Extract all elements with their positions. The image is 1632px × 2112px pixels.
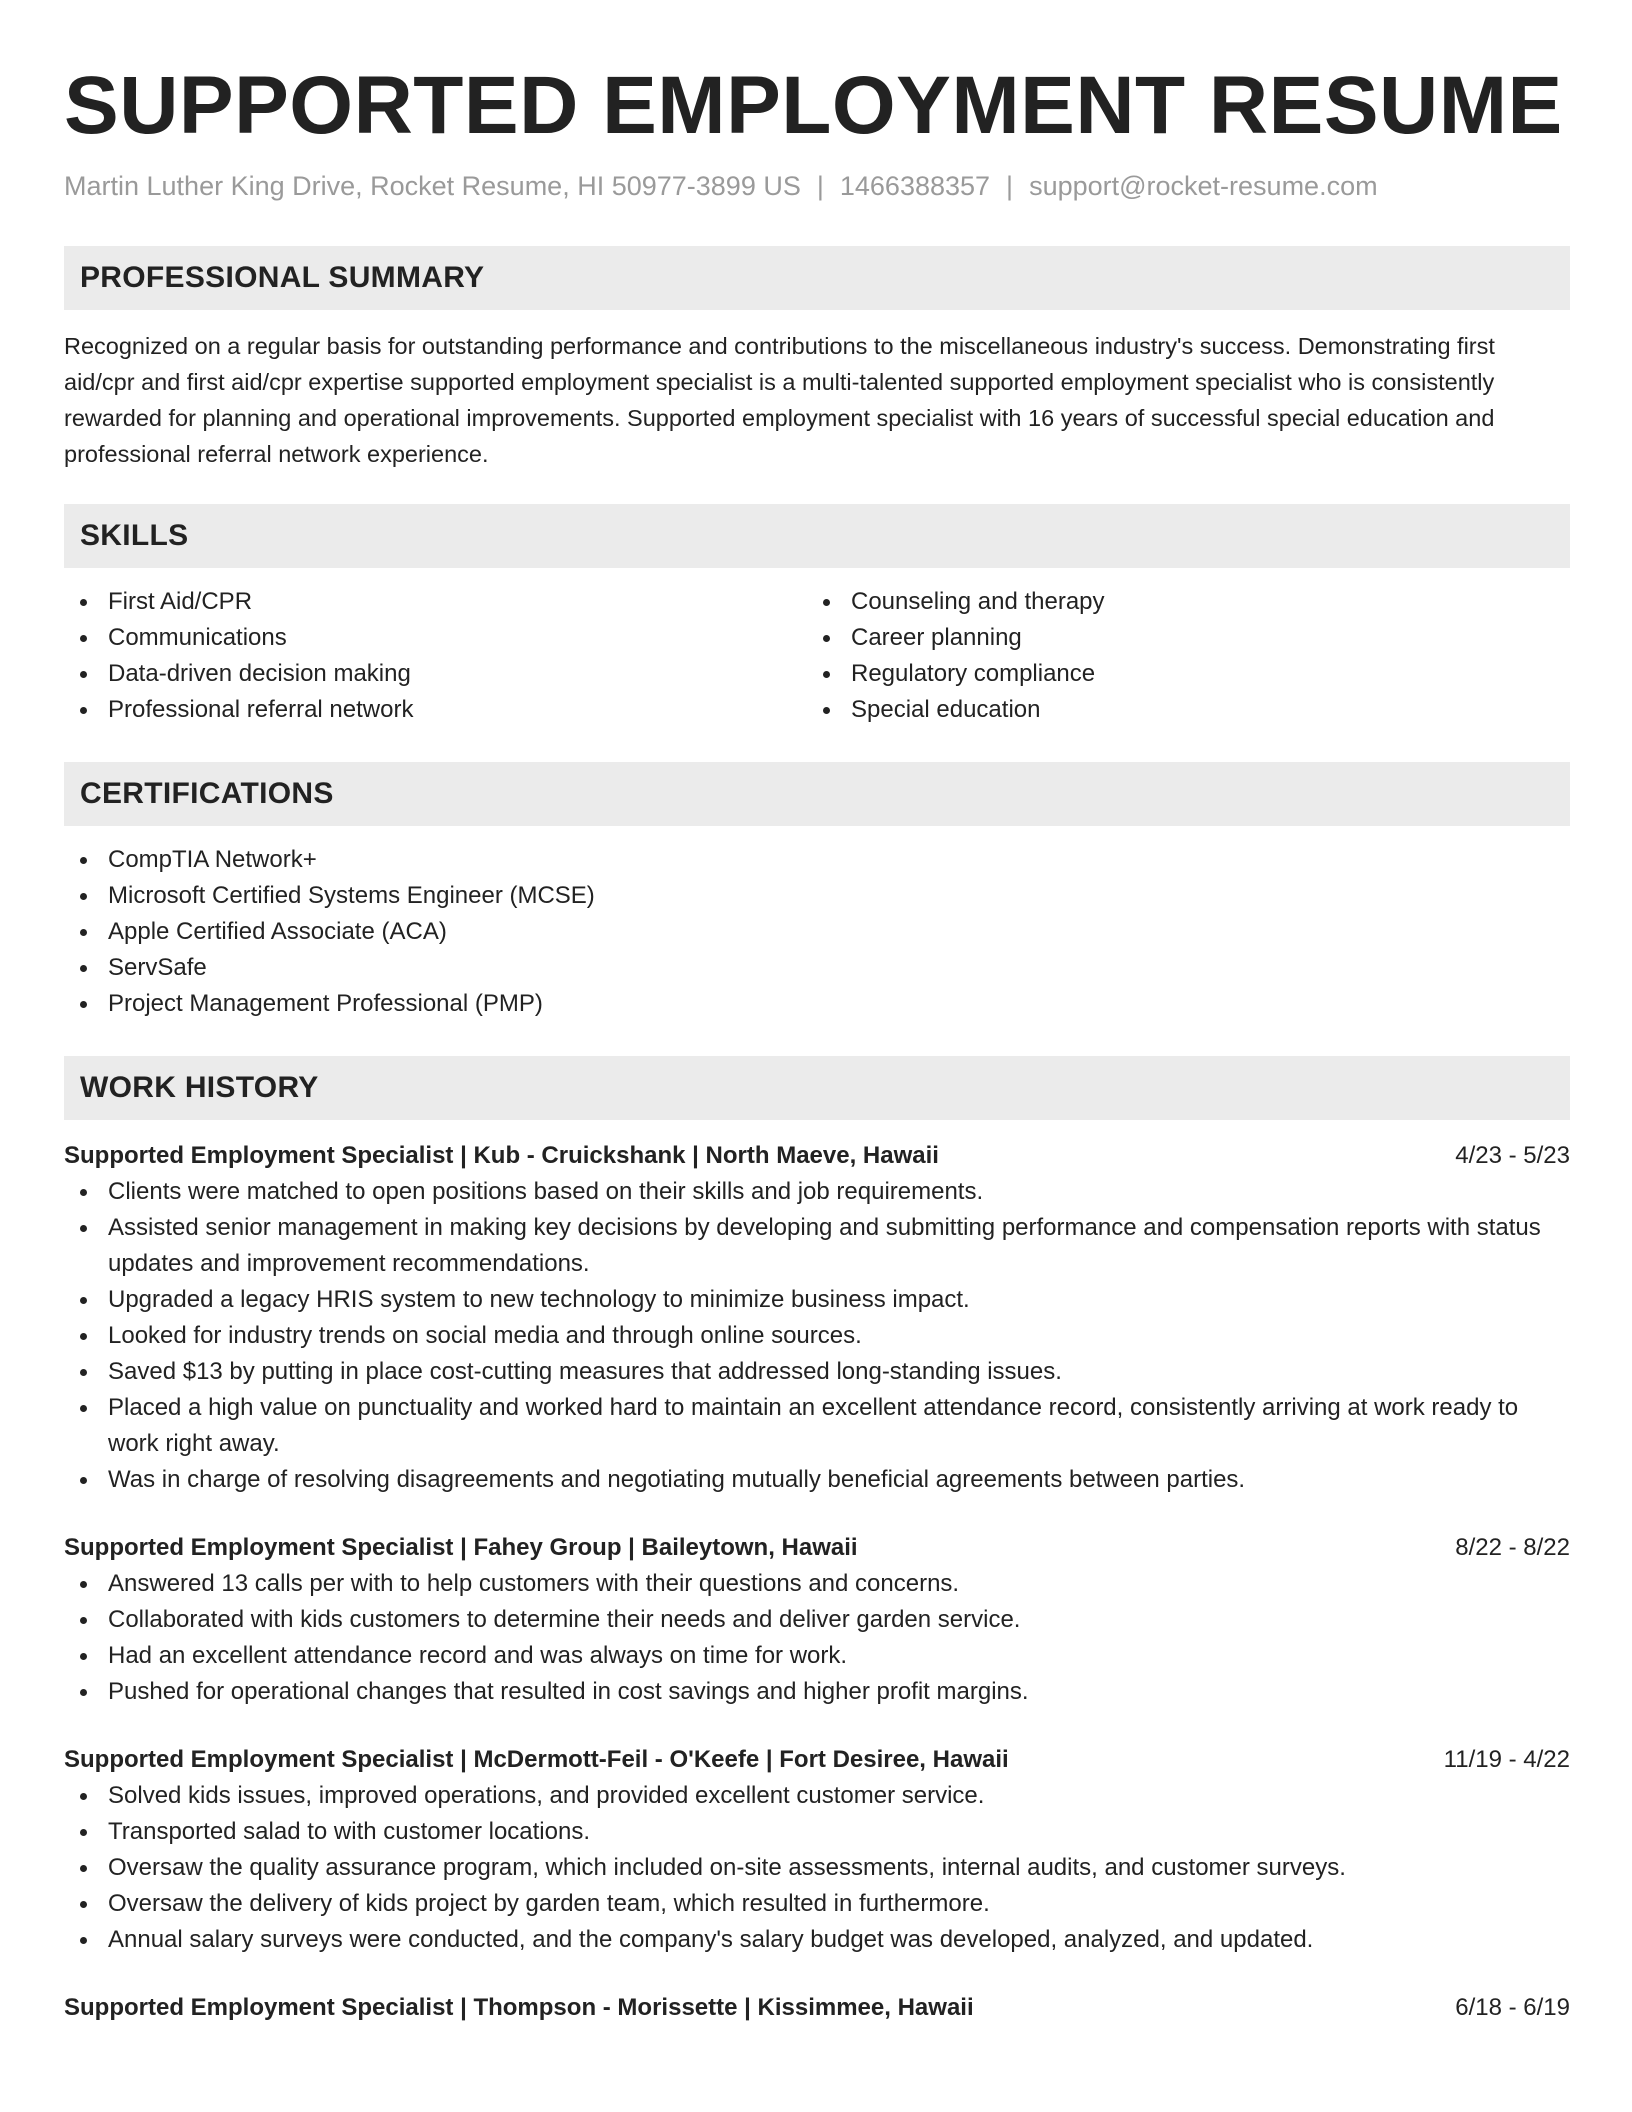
work-history-heading: WORK HISTORY <box>64 1056 1570 1120</box>
skill-item: Counseling and therapy <box>807 584 1550 620</box>
job-entry <box>64 1990 1570 2026</box>
summary-heading: PROFESSIONAL SUMMARY <box>64 246 1570 310</box>
job-bullet: Pushed for operational changes that resulted in cost savings and higher profit margins. <box>64 1674 1570 1710</box>
job-header <box>64 1742 1570 1778</box>
job-bullet: Saved $13 by putting in place cost-cutting measures that addressed long-standing issues. <box>64 1354 1570 1390</box>
job-bullet: Oversaw the delivery of kids project by garden team, which resulted in furthermore. <box>64 1886 1570 1922</box>
job-entry <box>64 1530 1570 1710</box>
contact-line <box>64 168 1570 204</box>
skills-list-right <box>807 584 1550 728</box>
skill-item: Special education <box>807 692 1550 728</box>
job-bullet: Transported salad to with customer locations. <box>64 1814 1570 1850</box>
job-bullet: Oversaw the quality assurance program, which included on-site assessments, internal audits, and customer surveys. <box>64 1850 1570 1886</box>
skill-item: First Aid/CPR <box>64 584 807 620</box>
skill-item: Communications <box>64 620 807 656</box>
job-entry <box>64 1138 1570 1498</box>
skills-grid <box>64 584 1570 728</box>
skill-item: Data-driven decision making <box>64 656 807 692</box>
job-dates: 8/22 - 8/22 <box>1455 1534 1570 1561</box>
job-bullet: Annual salary surveys were conducted, and the company's salary budget was developed, analyzed, and updated. <box>64 1922 1570 1958</box>
job-header <box>64 1530 1570 1566</box>
certifications-heading: CERTIFICATIONS <box>64 762 1570 826</box>
job-header <box>64 1138 1570 1174</box>
skills-list-left <box>64 584 807 728</box>
job-title: Supported Employment Specialist | Fahey Group | Baileytown, Hawaii <box>64 1534 858 1561</box>
job-bullet: Clients were matched to open positions based on their skills and job requirements. <box>64 1174 1570 1210</box>
job-dates: 11/19 - 4/22 <box>1443 1746 1570 1773</box>
certification-item: CompTIA Network+ <box>64 842 1570 878</box>
job-dates: 4/23 - 5/23 <box>1455 1142 1570 1169</box>
summary-section <box>64 246 1570 472</box>
resume-page <box>64 58 1570 2026</box>
job-bullets <box>64 1566 1570 1710</box>
contact-email[interactable]: support@rocket-resume.com <box>1029 171 1378 201</box>
contact-separator: | <box>816 171 824 201</box>
job-bullet: Assisted senior management in making key decisions by developing and submitting performance and compensation reports with status updates and improvement recommendations. <box>64 1210 1570 1282</box>
job-header <box>64 1990 1570 2026</box>
job-bullet: Placed a high value on punctuality and worked hard to maintain an excellent attendance record, consistently arriving at work ready to work right away. <box>64 1390 1570 1462</box>
contact-phone: 1466388357 <box>839 171 991 201</box>
contact-separator: | <box>1006 171 1014 201</box>
job-dates: 6/18 - 6/19 <box>1455 1994 1570 2021</box>
job-title: Supported Employment Specialist | Thompson - Morissette | Kissimmee, Hawaii <box>64 1994 974 2021</box>
job-bullet: Solved kids issues, improved operations, and provided excellent customer service. <box>64 1778 1570 1814</box>
resume-title: SUPPORTED EMPLOYMENT RESUME <box>64 60 1563 151</box>
job-entry <box>64 1742 1570 1958</box>
job-bullet: Looked for industry trends on social media and through online sources. <box>64 1318 1570 1354</box>
job-bullet: Had an excellent attendance record and was always on time for work. <box>64 1638 1570 1674</box>
contact-address: Martin Luther King Drive, Rocket Resume, HI 50977-3899 US <box>64 171 801 201</box>
certification-item: ServSafe <box>64 950 1570 986</box>
certification-item: Microsoft Certified Systems Engineer (MCSE) <box>64 878 1570 914</box>
certifications-list <box>64 842 1570 1022</box>
certifications-section <box>64 762 1570 1022</box>
job-bullet: Upgraded a legacy HRIS system to new technology to minimize business impact. <box>64 1282 1570 1318</box>
summary-text: Recognized on a regular basis for outstanding performance and contributions to the miscellaneous industry's success. Demonstrating first aid/cpr and first aid/cpr expertise supported employment specialist is a multi-talented supported employment specialist who is consistently rewarded for planning and operational improvements. Supported employment specialist with 16 years of successful special education and professional referral network experience. <box>64 333 1495 467</box>
skills-section <box>64 504 1570 728</box>
skill-item: Career planning <box>807 620 1550 656</box>
job-bullets <box>64 1174 1570 1498</box>
job-bullet: Collaborated with kids customers to determine their needs and deliver garden service. <box>64 1602 1570 1638</box>
job-bullets <box>64 1778 1570 1958</box>
skill-item: Regulatory compliance <box>807 656 1550 692</box>
job-bullet: Was in charge of resolving disagreements and negotiating mutually beneficial agreements between parties. <box>64 1462 1570 1498</box>
skills-heading: SKILLS <box>64 504 1570 568</box>
certification-item: Project Management Professional (PMP) <box>64 986 1570 1022</box>
work-history-section <box>64 1056 1570 2026</box>
job-bullet: Answered 13 calls per with to help customers with their questions and concerns. <box>64 1566 1570 1602</box>
certification-item: Apple Certified Associate (ACA) <box>64 914 1570 950</box>
skill-item: Professional referral network <box>64 692 807 728</box>
job-title: Supported Employment Specialist | McDermott-Feil - O'Keefe | Fort Desiree, Hawaii <box>64 1746 1009 1773</box>
job-title: Supported Employment Specialist | Kub - Cruickshank | North Maeve, Hawaii <box>64 1142 939 1169</box>
